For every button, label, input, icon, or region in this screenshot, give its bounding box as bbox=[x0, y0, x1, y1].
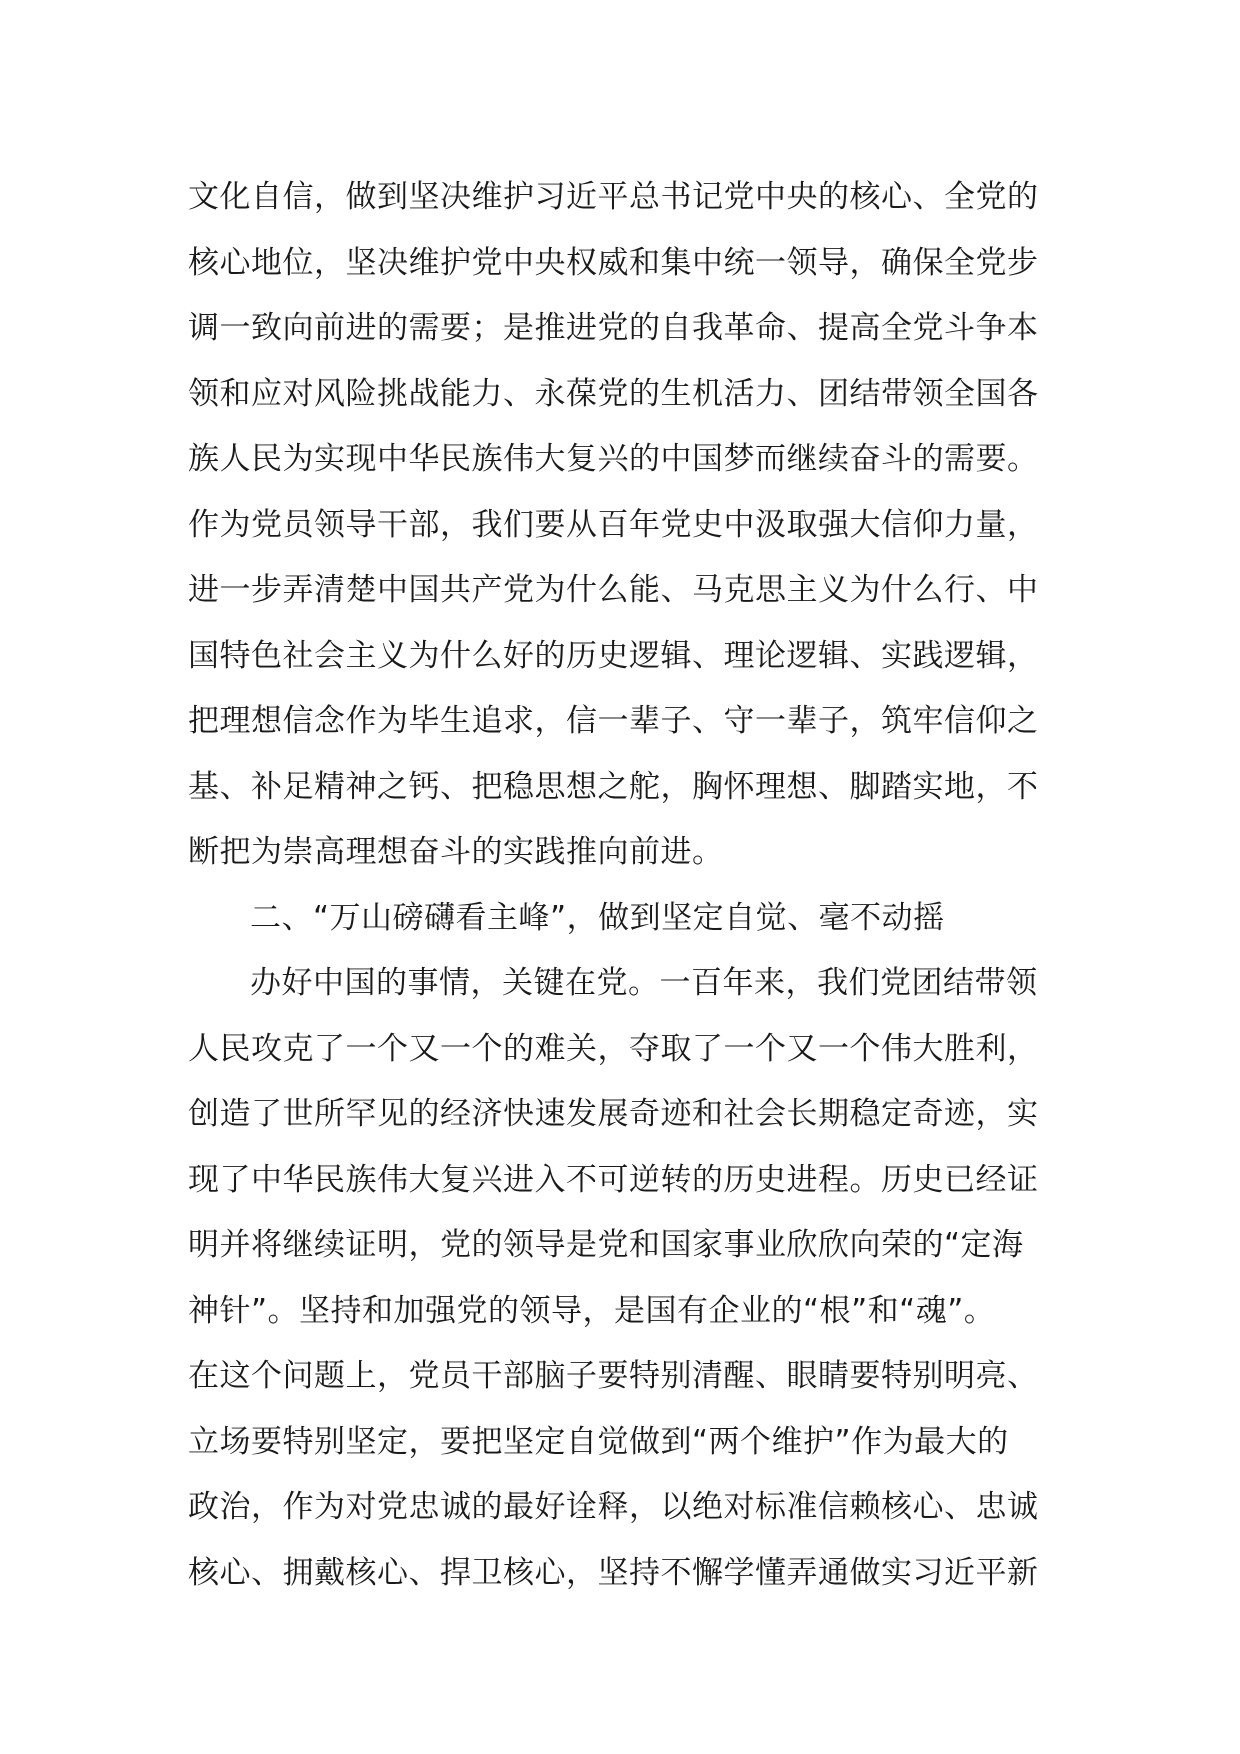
text-line: 文化自信，做到坚决维护习近平总书记党中央的核心、全党的 bbox=[188, 179, 1039, 215]
body-text bbox=[188, 165, 1068, 1606]
text-line: 现了中华民族伟大复兴进入不可逆转的历史进程。历史已经证 bbox=[188, 1161, 1039, 1198]
text-line: 核心地位，坚决维护党中央权威和集中统一领导，确保全党步 bbox=[188, 244, 1039, 281]
text-line: 基、补足精神之钙、把稳思想之舵，胸怀理想、脚踏实地，不 bbox=[188, 768, 1039, 805]
text-line: 调一致向前进的需要；是推进党的自我革命、提高全党斗争本 bbox=[188, 310, 1039, 346]
text-line: 神针”。坚持和加强党的领导，是国有企业的“根”和“魂”。 bbox=[188, 1292, 996, 1329]
text-line: 进一步弄清楚中国共产党为什么能、马克思主义为什么行、中 bbox=[188, 572, 1039, 608]
text-line: 明并将继续证明，党的领导是党和国家事业欣欣向荣的“定海 bbox=[188, 1227, 1024, 1263]
text-line: 断把为崇高理想奋斗的实践推向前进。 bbox=[188, 834, 724, 870]
text-line: 领和应对风险挑战能力、永葆党的生机活力、团结带领全国各 bbox=[188, 375, 1039, 412]
text-line: 政治，作为对党忠诚的最好诠释，以绝对标准信赖核心、忠诚 bbox=[188, 1489, 1039, 1525]
text-line: 创造了世所罕见的经济快速发展奇迹和社会长期稳定奇迹，实 bbox=[188, 1096, 1039, 1132]
text-line: 立场要特别坚定，要把坚定自觉做到“两个维护”作为最大的 bbox=[188, 1423, 1009, 1460]
text-line: 国特色社会主义为什么好的历史逻辑、理论逻辑、实践逻辑， bbox=[188, 637, 1039, 674]
text-line: 在这个问题上，党员干部脑子要特别清醒、眼睛要特别明亮、 bbox=[188, 1358, 1039, 1394]
text-line: 把理想信念作为毕生追求，信一辈子、守一辈子，筑牢信仰之 bbox=[188, 703, 1039, 739]
text-line: 作为党员领导干部，我们要从百年党史中汲取强大信仰力量， bbox=[188, 506, 1039, 543]
text-line: 人民攻克了一个又一个的难关，夺取了一个又一个伟大胜利， bbox=[188, 1030, 1039, 1067]
section-heading: 二、“万山磅礴看主峰”，做到坚定自觉、毫不动摇 bbox=[250, 899, 945, 936]
text-line: 核心、拥戴核心、捍卫核心，坚持不懈学懂弄通做实习近平新 bbox=[188, 1554, 1039, 1591]
paragraph-first-line: 办好中国的事情，关键在党。一百年来，我们党团结带领 bbox=[250, 965, 1038, 1001]
text-line: 族人民为实现中华民族伟大复兴的中国梦而继续奋斗的需要。 bbox=[188, 441, 1039, 477]
